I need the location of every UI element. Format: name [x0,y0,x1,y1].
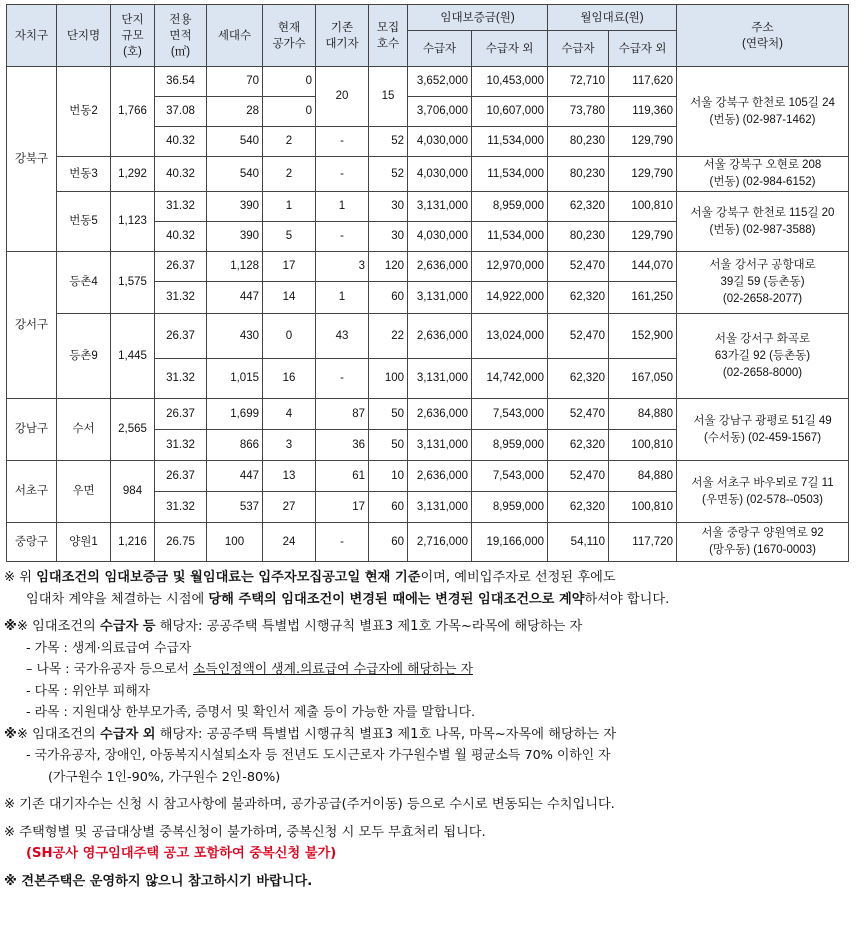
header-deposit-recipient: 수급자 [408,31,472,67]
recruit-cell: 30 [369,222,408,252]
rent-non-recipient-cell: 129,790 [609,222,677,252]
vacant-cell: 24 [263,523,316,562]
scale-cell: 1,445 [111,314,155,399]
deposit-non-recipient-cell: 10,607,000 [472,97,548,127]
deposit-recipient-cell: 2,636,000 [408,461,472,492]
header-region: 자치구 [7,5,57,67]
rent-recipient-cell: 62,320 [548,192,609,222]
vacant-cell: 14 [263,282,316,314]
deposit-recipient-cell: 2,636,000 [408,399,472,430]
area-cell: 26.37 [155,461,207,492]
deposit-non-recipient-cell: 8,959,000 [472,492,548,523]
region-cell: 서초구 [7,461,57,523]
waiting-cell: 17 [316,492,369,523]
deposit-recipient-cell: 4,030,000 [408,222,472,252]
table-body [7,67,849,562]
waiting-cell: - [316,127,369,157]
waiting-cell: 1 [316,282,369,314]
area-cell: 31.32 [155,492,207,523]
rental-conditions-table [6,4,849,562]
note-recipient-da: - 다목 : 위안부 피해자 [26,683,151,699]
vacant-cell: 17 [263,252,316,282]
rent-non-recipient-cell: 84,880 [609,461,677,492]
waiting-cell: 43 [316,314,369,359]
vacant-cell: 0 [263,314,316,359]
vacant-cell: 16 [263,359,316,399]
deposit-recipient-cell: 2,636,000 [408,314,472,359]
address-cell: 서울 강남구 광평로 51길 49 (수서동) (02-459-1567) [677,399,849,461]
deposit-recipient-cell: 3,706,000 [408,97,472,127]
rent-recipient-cell: 62,320 [548,282,609,314]
rent-non-recipient-cell: 167,050 [609,359,677,399]
header-deposit: 임대보증금(원) [408,5,548,31]
rent-recipient-cell: 80,230 [548,157,609,192]
vacant-cell: 4 [263,399,316,430]
vacant-cell: 1 [263,192,316,222]
deposit-non-recipient-cell: 11,534,000 [472,157,548,192]
area-cell: 37.08 [155,97,207,127]
households-cell: 28 [207,97,263,127]
households-cell: 100 [207,523,263,562]
recruit-cell: 52 [369,157,408,192]
header-vacant: 현재 공가수 [263,5,316,67]
rent-recipient-cell: 62,320 [548,430,609,461]
table-row [7,523,849,562]
region-cell: 강북구 [7,67,57,252]
deposit-recipient-cell: 3,131,000 [408,492,472,523]
households-cell: 540 [207,157,263,192]
complex-cell: 양원1 [57,523,111,562]
note-recipient-na: – 나목 : 국가유공자 등으로서 소득인정액이 생계.의료급여 수급자에 해당하는 자 [26,662,473,677]
rent-non-recipient-cell: 100,810 [609,430,677,461]
deposit-non-recipient-cell: 14,922,000 [472,282,548,314]
note-duplicate-warning: (SH공사 영구임대주택 공고 포함하여 중복신청 불가) [26,846,337,861]
area-cell: 26.37 [155,314,207,359]
header-address: 주소 (연락처) [677,5,849,67]
waiting-cell: 36 [316,430,369,461]
rent-recipient-cell: 73,780 [548,97,609,127]
deposit-non-recipient-cell: 10,453,000 [472,67,548,97]
recruit-cell: 30 [369,192,408,222]
deposit-non-recipient-cell: 11,534,000 [472,222,548,252]
households-cell: 1,128 [207,252,263,282]
area-cell: 26.37 [155,252,207,282]
scale-cell: 1,575 [111,252,155,314]
complex-cell: 등촌9 [57,314,111,399]
deposit-recipient-cell: 3,131,000 [408,282,472,314]
deposit-non-recipient-cell: 13,024,000 [472,314,548,359]
note-non-recipient: ※※ 임대조건의 수급자 외 해당자: 공공주택 특별법 시행규칙 별표3 제1호 나목, 마목~자목에 해당하는 자 [4,726,617,742]
area-cell: 40.32 [155,157,207,192]
complex-cell: 우면 [57,461,111,523]
header-area: 전용 면적 (㎡) [155,5,207,67]
rent-recipient-cell: 62,320 [548,359,609,399]
rent-recipient-cell: 52,470 [548,252,609,282]
scale-cell: 2,565 [111,399,155,461]
waiting-cell: 87 [316,399,369,430]
scale-cell: 1,216 [111,523,155,562]
note-waiting: ※ 기존 대기자수는 신청 시 참고사항에 불과하며, 공가공급(주거이동) 등으로 수시로 변동되는 수치입니다. [4,797,615,812]
waiting-cell: - [316,157,369,192]
recruit-cell: 60 [369,282,408,314]
table-row [7,67,849,97]
scale-cell: 1,766 [111,67,155,157]
vacant-cell: 13 [263,461,316,492]
area-cell: 36.54 [155,67,207,97]
header-rent-recipient: 수급자 [548,31,609,67]
deposit-recipient-cell: 4,030,000 [408,157,472,192]
rent-non-recipient-cell: 144,070 [609,252,677,282]
scale-cell: 984 [111,461,155,523]
region-cell: 중랑구 [7,523,57,562]
deposit-recipient-cell: 3,652,000 [408,67,472,97]
notes-section [4,567,852,892]
deposit-non-recipient-cell: 8,959,000 [472,430,548,461]
deposit-non-recipient-cell: 11,534,000 [472,127,548,157]
complex-cell: 번동2 [57,67,111,157]
complex-cell: 번동3 [57,157,111,192]
households-cell: 430 [207,314,263,359]
scale-cell: 1,123 [111,192,155,252]
deposit-recipient-cell: 3,131,000 [408,359,472,399]
table-row [7,461,849,492]
rent-non-recipient-cell: 117,620 [609,67,677,97]
deposit-non-recipient-cell: 8,959,000 [472,192,548,222]
vacant-cell: 0 [263,97,316,127]
deposit-recipient-cell: 3,131,000 [408,192,472,222]
rent-recipient-cell: 52,470 [548,461,609,492]
recruit-cell: 52 [369,127,408,157]
vacant-cell: 2 [263,127,316,157]
waiting-cell: 61 [316,461,369,492]
area-cell: 31.32 [155,192,207,222]
complex-cell: 수서 [57,399,111,461]
note-non-recipient-l2: (가구원수 1인-90%, 가구원수 2인-80%) [48,769,281,785]
deposit-non-recipient-cell: 7,543,000 [472,461,548,492]
deposit-non-recipient-cell: 7,543,000 [472,399,548,430]
complex-cell: 번동5 [57,192,111,252]
complex-cell: 등촌4 [57,252,111,314]
households-cell: 540 [207,127,263,157]
note-rent-basis-cont: 임대차 계약을 체결하는 시점에 당해 주택의 임대조건이 변경된 때에는 변경된 임대조건으로 계약하셔야 합니다. [26,591,670,607]
vacant-cell: 3 [263,430,316,461]
address-cell: 서울 강서구 공항대로 39길 59 (등촌동) (02-2658-2077) [677,252,849,314]
address-cell: 서울 강북구 한천로 105길 24 (번동) (02-987-1462) [677,67,849,157]
area-cell: 31.32 [155,359,207,399]
households-cell: 1,699 [207,399,263,430]
address-cell: 서울 강서구 화곡로 63가길 92 (등촌동) (02-2658-8000) [677,314,849,399]
recruit-cell: 50 [369,399,408,430]
recruit-cell: 10 [369,461,408,492]
households-cell: 866 [207,430,263,461]
table-row [7,399,849,430]
vacant-cell: 27 [263,492,316,523]
table-header [7,5,849,67]
deposit-recipient-cell: 2,636,000 [408,252,472,282]
deposit-non-recipient-cell: 14,742,000 [472,359,548,399]
area-cell: 31.32 [155,430,207,461]
deposit-recipient-cell: 2,716,000 [408,523,472,562]
header-rent: 월임대료(원) [548,5,677,31]
recruit-cell: 100 [369,359,408,399]
header-households: 세대수 [207,5,263,67]
rent-non-recipient-cell: 117,720 [609,523,677,562]
table-row [7,192,849,222]
rent-recipient-cell: 52,470 [548,399,609,430]
rent-recipient-cell: 62,320 [548,492,609,523]
table-row [7,252,849,282]
recruit-cell: 50 [369,430,408,461]
rent-non-recipient-cell: 100,810 [609,192,677,222]
recruit-cell: 120 [369,252,408,282]
header-recruit: 모집 호수 [369,5,408,67]
region-cell: 강서구 [7,252,57,399]
region-cell: 강남구 [7,399,57,461]
deposit-recipient-cell: 3,131,000 [408,430,472,461]
rent-recipient-cell: 52,470 [548,314,609,359]
recruit-cell: 15 [369,67,408,127]
waiting-cell: - [316,359,369,399]
header-deposit-non-recipient: 수급자 외 [472,31,548,67]
waiting-cell: 1 [316,192,369,222]
rent-recipient-cell: 72,710 [548,67,609,97]
households-cell: 390 [207,222,263,252]
area-cell: 26.37 [155,399,207,430]
scale-cell: 1,292 [111,157,155,192]
area-cell: 40.32 [155,127,207,157]
deposit-non-recipient-cell: 12,970,000 [472,252,548,282]
note-recipient-ra: - 라목 : 지원대상 한부모가족, 증명서 및 확인서 제출 등이 가능한 자를 말합니다. [26,705,476,720]
rent-non-recipient-cell: 84,880 [609,399,677,430]
header-scale: 단지 규모 (호) [111,5,155,67]
households-cell: 70 [207,67,263,97]
note-rent-basis: ※ 위 임대조건의 임대보증금 및 월임대료는 입주자모집공고일 현재 기준이며, 예비입주자로 선정된 후에도 [4,570,616,585]
area-cell: 26.75 [155,523,207,562]
deposit-non-recipient-cell: 19,166,000 [472,523,548,562]
households-cell: 1,015 [207,359,263,399]
note-duplicate: ※ 주택형별 및 공급대상별 중복신청이 불가하며, 중복신청 시 모두 무효처리 됩니다. [4,824,486,840]
households-cell: 390 [207,192,263,222]
vacant-cell: 0 [263,67,316,97]
rent-non-recipient-cell: 152,900 [609,314,677,359]
waiting-cell: 20 [316,67,369,127]
deposit-recipient-cell: 4,030,000 [408,127,472,157]
rent-recipient-cell: 54,110 [548,523,609,562]
waiting-cell: - [316,222,369,252]
note-recipient-ga: - 가목 : 생계·의료급여 수급자 [26,640,192,656]
rent-non-recipient-cell: 119,360 [609,97,677,127]
address-cell: 서울 서초구 바우뫼로 7길 11 (우면동) (02-578--0503) [677,461,849,523]
area-cell: 40.32 [155,222,207,252]
note-model-house: ※ 견본주택은 운영하지 않으니 참고하시기 바랍니다. [4,873,313,889]
header-complex: 단지명 [57,5,111,67]
waiting-cell: 3 [316,252,369,282]
header-rent-non-recipient: 수급자 외 [609,31,677,67]
header-waiting: 기존 대기자 [316,5,369,67]
recruit-cell: 60 [369,523,408,562]
table-row [7,314,849,359]
rent-recipient-cell: 80,230 [548,222,609,252]
table-row [7,157,849,192]
vacant-cell: 5 [263,222,316,252]
vacant-cell: 2 [263,157,316,192]
households-cell: 447 [207,461,263,492]
rent-non-recipient-cell: 161,250 [609,282,677,314]
address-cell: 서울 강북구 오현로 208 (번동) (02-984-6152) [677,157,849,192]
address-cell: 서울 강북구 한천로 115길 20 (번동) (02-987-3588) [677,192,849,252]
recruit-cell: 60 [369,492,408,523]
waiting-cell: - [316,523,369,562]
address-cell: 서울 중랑구 양원역로 92 (망우동) (1670-0003) [677,523,849,562]
rent-non-recipient-cell: 129,790 [609,127,677,157]
rent-non-recipient-cell: 129,790 [609,157,677,192]
area-cell: 31.32 [155,282,207,314]
households-cell: 447 [207,282,263,314]
note-recipient: ※※ 임대조건의 수급자 등 해당자: 공공주택 특별법 시행규칙 별표3 제1호 가목~라목에 해당하는 자 [4,619,583,634]
recruit-cell: 22 [369,314,408,359]
rent-recipient-cell: 80,230 [548,127,609,157]
note-non-recipient-l1: - 국가유공자, 장애인, 아동복지시설퇴소자 등 전년도 도시근로자 가구원수별 월 평균소득 70% 이하인 자 [26,748,611,763]
rent-non-recipient-cell: 100,810 [609,492,677,523]
households-cell: 537 [207,492,263,523]
